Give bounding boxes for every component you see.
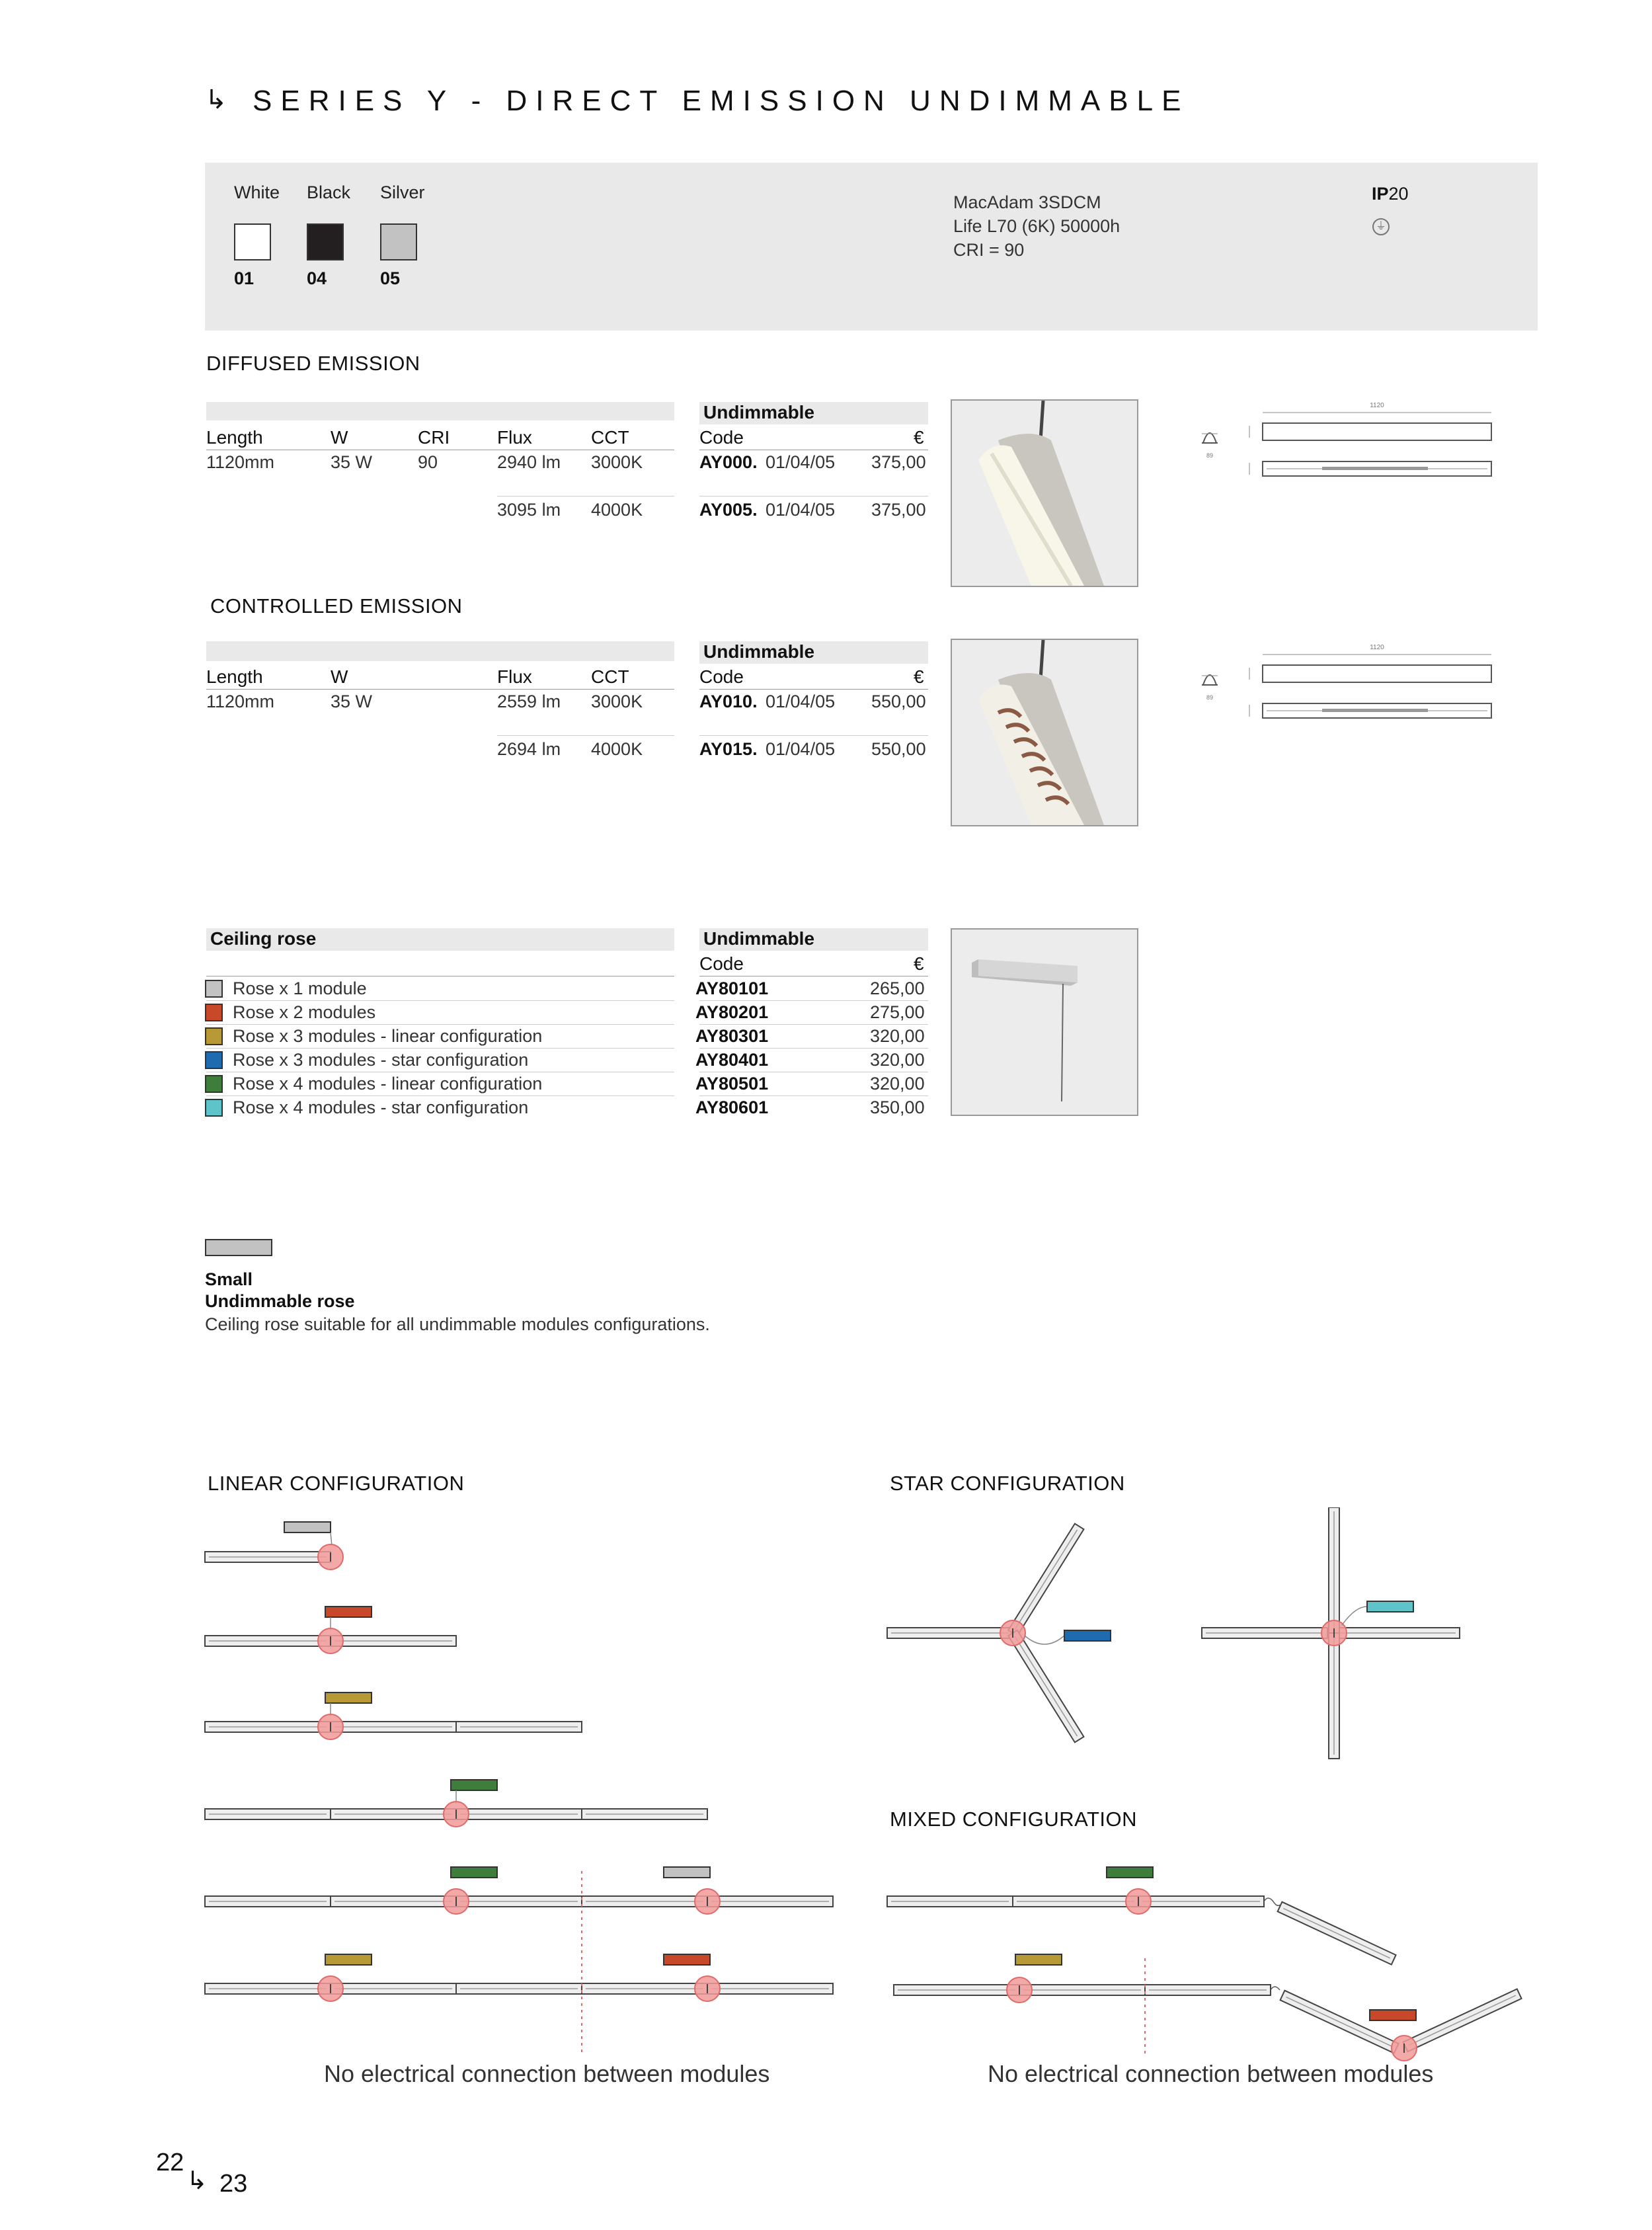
rose-color-swatch (205, 1099, 223, 1117)
linear-row-5 (205, 1867, 833, 1914)
diffused-r1-flux: 3095 lm (497, 500, 561, 520)
ground-icon: ⏚ (1372, 218, 1390, 235)
rose-color-swatch (205, 1004, 223, 1021)
mixed-row-1 (887, 1867, 1396, 1965)
finish-label-black: Black (307, 182, 351, 202)
controlled-h-cct: CCT (591, 666, 629, 687)
mixed-note: No electrical connection between modules (988, 2060, 1434, 2087)
ceiling-rose-h-code: Code (699, 953, 744, 974)
rule (497, 496, 674, 497)
controlled-r0-w: 35 W (331, 692, 373, 711)
controlled-h-flux: Flux (497, 666, 532, 687)
finish-swatch-silver (380, 223, 417, 260)
rose-color-swatch (205, 1075, 223, 1093)
rose-item-label: Rose x 4 modules - linear configuration (233, 1074, 543, 1094)
diffused-undimmable: Undimmable (703, 402, 815, 422)
diffused-luminaire-drawing (952, 401, 1137, 586)
ceiling-rose-title: Ceiling rose (210, 928, 317, 949)
controlled-r0-length: 1120mm (206, 692, 275, 711)
linear-row-1 (205, 1522, 343, 1570)
rose-item-label: Rose x 3 modules - star configuration (233, 1050, 529, 1070)
rose-color-swatch (205, 980, 223, 998)
controlled-product-image (951, 639, 1138, 826)
star-config-title: STAR CONFIGURATION (890, 1472, 1125, 1495)
small-rose-title: Small (205, 1269, 253, 1289)
rose-item-price: 350,00 (870, 1097, 925, 1117)
rule (206, 1095, 674, 1096)
finish-code-black: 04 (307, 268, 327, 288)
diffused-h-flux: Flux (497, 427, 532, 448)
page-title: SERIES Y - DIRECT EMISSION UNDIMMABLE (253, 85, 1190, 117)
linear-row-2 (205, 1607, 456, 1653)
ceiling-rose-undimmable: Undimmable (703, 928, 815, 949)
rose-item-price: 320,00 (870, 1026, 925, 1046)
diffused-h-cct: CCT (591, 427, 629, 448)
diffused-h-w: W (331, 427, 348, 448)
rule (699, 1000, 928, 1001)
diffused-r0-price: 375,00 (871, 452, 926, 472)
controlled-h-w: W (331, 666, 348, 687)
diffused-r1-code: AY005. (699, 500, 758, 520)
rose-item-code: AY80501 (695, 1074, 769, 1094)
rose-item-code: AY80201 (695, 1002, 769, 1022)
finish-swatch-white (234, 223, 271, 260)
rose-item-code: AY80101 (695, 978, 769, 998)
rule (206, 1000, 674, 1001)
rule (699, 1095, 928, 1096)
diffused-r1-cct: 4000K (591, 500, 643, 520)
controlled-r0-code: AY010. (699, 692, 758, 711)
diffused-h-cri: CRI (418, 427, 450, 448)
diffused-title: DIFFUSED EMISSION (206, 352, 420, 375)
rule (206, 1048, 674, 1049)
mixed-row-2 (894, 1954, 1522, 2061)
rose-item-label: Rose x 1 module (233, 978, 367, 998)
title-arrow-icon: ↳ (205, 85, 227, 114)
rule (497, 735, 674, 736)
finish-label-white: White (234, 182, 280, 202)
diffused-r1-finish: 01/04/05 (766, 500, 836, 520)
controlled-h-length: Length (206, 666, 263, 687)
star-three-modules (887, 1524, 1111, 1743)
linear-row-4 (205, 1780, 707, 1827)
diffused-h-code: Code (699, 427, 744, 448)
rose-item-price: 275,00 (870, 1002, 925, 1022)
rule (206, 1024, 674, 1025)
linear-row-6 (205, 1954, 833, 2001)
small-rose-description: Ceiling rose suitable for all undimmable modules configurations. (205, 1314, 710, 1334)
small-rose-subtitle: Undimmable rose (205, 1291, 355, 1311)
rose-item-code: AY80301 (695, 1026, 769, 1046)
diffused-r0-cct: 3000K (591, 452, 643, 472)
diffused-r0-finish: 01/04/05 (766, 452, 836, 472)
rose-item-price: 320,00 (870, 1050, 925, 1070)
controlled-r0-price: 550,00 (871, 692, 926, 711)
finish-label-silver: Silver (380, 182, 425, 202)
diffused-dim-length: 1120 (1370, 402, 1384, 409)
spec-cri: CRI = 90 (953, 240, 1025, 260)
diffused-h-eur: € (914, 427, 924, 448)
linear-row-3 (205, 1692, 582, 1739)
controlled-dim-length: 1120 (1370, 644, 1384, 651)
diffused-r0-cri: 90 (418, 452, 438, 472)
controlled-r1-price: 550,00 (871, 739, 926, 759)
rule (699, 735, 928, 736)
spec-lines (953, 190, 1120, 262)
ceiling-rose-drawing (952, 930, 1137, 1115)
linear-note: No electrical connection between modules (324, 2060, 770, 2087)
controlled-dim-width: 89 (1206, 694, 1214, 701)
controlled-r0-finish: 01/04/05 (766, 692, 836, 711)
controlled-r1-code: AY015. (699, 739, 758, 759)
page-number-left: 22 (156, 2149, 184, 2176)
rose-item-label: Rose x 4 modules - star configuration (233, 1097, 529, 1117)
rule (699, 496, 928, 497)
diffused-header-bar (206, 402, 674, 420)
mixed-config-title: MIXED CONFIGURATION (890, 1808, 1138, 1831)
linear-config-title: LINEAR CONFIGURATION (208, 1472, 465, 1495)
controlled-dimension-drawing (1190, 639, 1501, 731)
diffused-r1-price: 375,00 (871, 500, 926, 520)
small-rose-swatch (205, 1239, 272, 1256)
ip-rating (1372, 184, 1409, 204)
ceiling-rose-image (951, 928, 1138, 1116)
controlled-h-eur: € (914, 666, 924, 687)
controlled-luminaire-drawing (952, 640, 1137, 825)
configuration-diagrams (0, 1507, 1652, 2076)
rose-item-label: Rose x 3 modules - linear configuration (233, 1026, 543, 1046)
controlled-h-code: Code (699, 666, 744, 687)
controlled-r1-flux: 2694 lm (497, 739, 561, 759)
diffused-dim-width: 89 (1206, 452, 1214, 459)
rose-item-code: AY80401 (695, 1050, 769, 1070)
finish-swatch-black (307, 223, 344, 260)
controlled-r1-cct: 4000K (591, 739, 643, 759)
ceiling-rose-h-eur: € (914, 953, 924, 974)
rose-item-price: 320,00 (870, 1074, 925, 1094)
finish-code-white: 01 (234, 268, 255, 288)
spec-macadam: MacAdam 3SDCM (953, 192, 1101, 212)
controlled-header-bar (206, 641, 674, 661)
page-number-right: 23 (219, 2170, 248, 2198)
diffused-dimension-drawing (1190, 397, 1501, 489)
rose-item-label: Rose x 2 modules (233, 1002, 376, 1022)
controlled-r0-cct: 3000K (591, 692, 643, 711)
ip-value: 20 (1388, 184, 1409, 204)
finish-code-silver: 05 (380, 268, 401, 288)
controlled-title: CONTROLLED EMISSION (210, 594, 463, 617)
rose-item-price: 265,00 (870, 978, 925, 998)
rose-color-swatch (205, 1027, 223, 1045)
controlled-undimmable: Undimmable (703, 641, 815, 662)
rose-item-code: AY80601 (695, 1097, 769, 1117)
spec-life: Life L70 (6K) 50000h (953, 216, 1121, 236)
rule (699, 1024, 928, 1025)
controlled-r1-finish: 01/04/05 (766, 739, 836, 759)
rule (699, 689, 928, 690)
diffused-r0-length: 1120mm (206, 452, 275, 472)
star-four-modules (1202, 1507, 1460, 1759)
diffused-r0-code: AY000. (699, 452, 758, 472)
diffused-product-image (951, 399, 1138, 587)
page-arrow-icon: ↳ (186, 2167, 208, 2195)
rose-color-swatch (205, 1051, 223, 1069)
rule (206, 689, 674, 690)
diffused-h-length: Length (206, 427, 263, 448)
controlled-r0-flux: 2559 lm (497, 692, 561, 711)
diffused-r0-flux: 2940 lm (497, 452, 561, 472)
diffused-r0-w: 35 W (331, 452, 373, 472)
rule (699, 1048, 928, 1049)
ip-label: IP (1372, 184, 1389, 204)
